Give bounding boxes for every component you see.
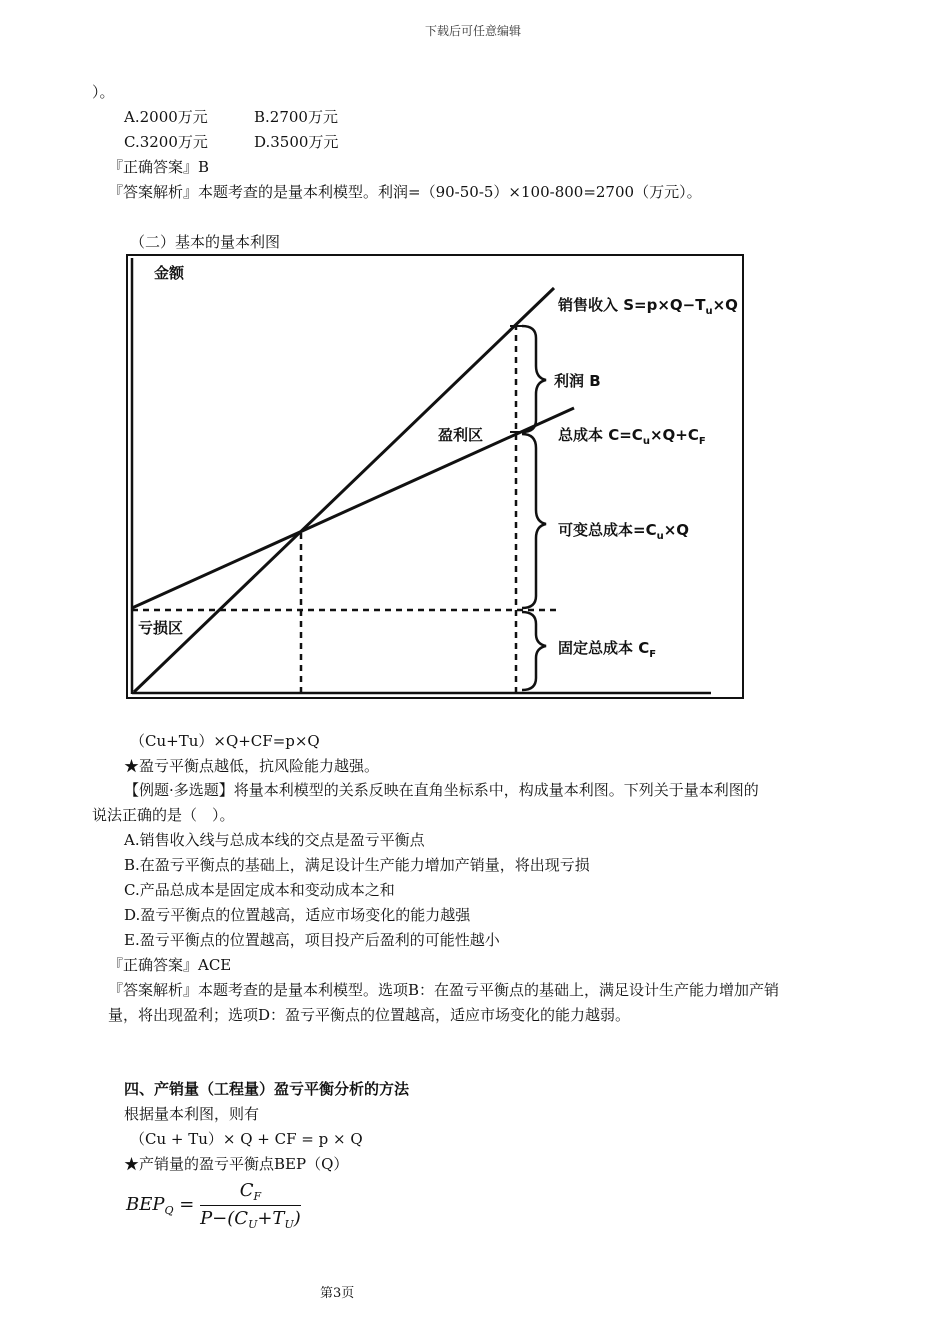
question-tail: ）。 xyxy=(92,83,115,101)
formula-denominator: $P-(C_U+T_U)$ xyxy=(200,1208,301,1231)
profit-brace xyxy=(522,326,546,432)
correct-answer: 『正确答案』B xyxy=(108,158,210,176)
example-option-e: E.盈亏平衡点的位置越高，项目投产后盈利的可能性越小 xyxy=(124,931,500,949)
example-option-b: B.在盈亏平衡点的基础上，满足设计生产能力增加产销量，将出现亏损 xyxy=(124,856,590,874)
example-analysis-line1: 『答案解析』本题考查的是量本利模型。选项B：在盈亏平衡点的基础上，满足设计生产能力增加产销 xyxy=(108,981,780,999)
example-analysis-line2: 量，将出现盈利；选项D：盈亏平衡点的位置越高，适应市场变化的能力越弱。 xyxy=(108,1006,631,1024)
profit-zone-label: 盈利区 xyxy=(438,426,484,444)
variable-cost-brace xyxy=(522,434,546,608)
option-a: A.2000万元 xyxy=(124,108,208,126)
answer-analysis: 『答案解析』本题考查的是量本利模型。利润=（90-50-5）×100-800=2700（万元）。 xyxy=(108,183,702,201)
page-number: 第3页 xyxy=(320,1286,355,1301)
fixed-cost-brace xyxy=(522,612,546,690)
cvp-equation: （Cu+Tu）×Q+CF=p×Q xyxy=(130,732,320,750)
fixed-cost-label: 固定总成本 $C_F$ xyxy=(558,639,657,660)
formula-lhs: $BEP_Q$ = xyxy=(126,1194,195,1217)
section-heading: 四、产销量（工程量）盈亏平衡分析的方法 xyxy=(124,1080,410,1098)
sales-revenue-label: 销售收入 $S=p\times Q-T_u\times Q$ xyxy=(558,296,738,317)
section-line1: 根据量本利图，则有 xyxy=(124,1105,260,1123)
bep-formula xyxy=(126,1180,301,1231)
y-axis-label: 金额 xyxy=(154,264,185,282)
example-stem-line1: 【例题·多选题】将量本利模型的关系反映在直角坐标系中，构成量本利图。下列关于量本利图的 xyxy=(124,781,759,799)
cvp-diagram xyxy=(126,254,746,702)
total-cost-line xyxy=(132,408,574,608)
diagram-frame xyxy=(127,255,743,698)
example-option-d: D.盈亏平衡点的位置越高，适应市场变化的能力越强 xyxy=(124,906,471,924)
example-option-c: C.产品总成本是固定成本和变动成本之和 xyxy=(124,881,395,899)
section-equation: （Cu + Tu）× Q + CF = p × Q xyxy=(130,1130,363,1148)
total-cost-label: 总成本 $C=C_u\times Q+C_F$ xyxy=(558,426,706,447)
formula-numerator: $C_F$ xyxy=(200,1180,301,1206)
variable-cost-label: 可变总成本$=C_u\times Q$ xyxy=(558,521,690,542)
loss-zone-label: 亏损区 xyxy=(138,619,184,637)
section-star-note: ★产销量的盈亏平衡点BEP（Q） xyxy=(124,1155,349,1173)
option-b: B.2700万元 xyxy=(254,108,338,126)
sales-revenue-line xyxy=(134,288,554,692)
example-correct-answer: 『正确答案』ACE xyxy=(108,956,232,974)
section-title: （二）基本的量本利图 xyxy=(130,233,281,251)
example-option-a: A.销售收入线与总成本线的交点是盈亏平衡点 xyxy=(124,831,425,849)
profit-label: 利润 B xyxy=(554,372,601,390)
option-c: C.3200万元 xyxy=(124,133,208,151)
formula-fraction xyxy=(200,1180,301,1231)
star-note: ★盈亏平衡点越低，抗风险能力越强。 xyxy=(124,757,380,775)
option-d: D.3500万元 xyxy=(254,133,339,151)
example-stem-line2: 说法正确的是（ ）。 xyxy=(92,806,235,824)
page-header: 下载后可任意编辑 xyxy=(425,24,522,38)
